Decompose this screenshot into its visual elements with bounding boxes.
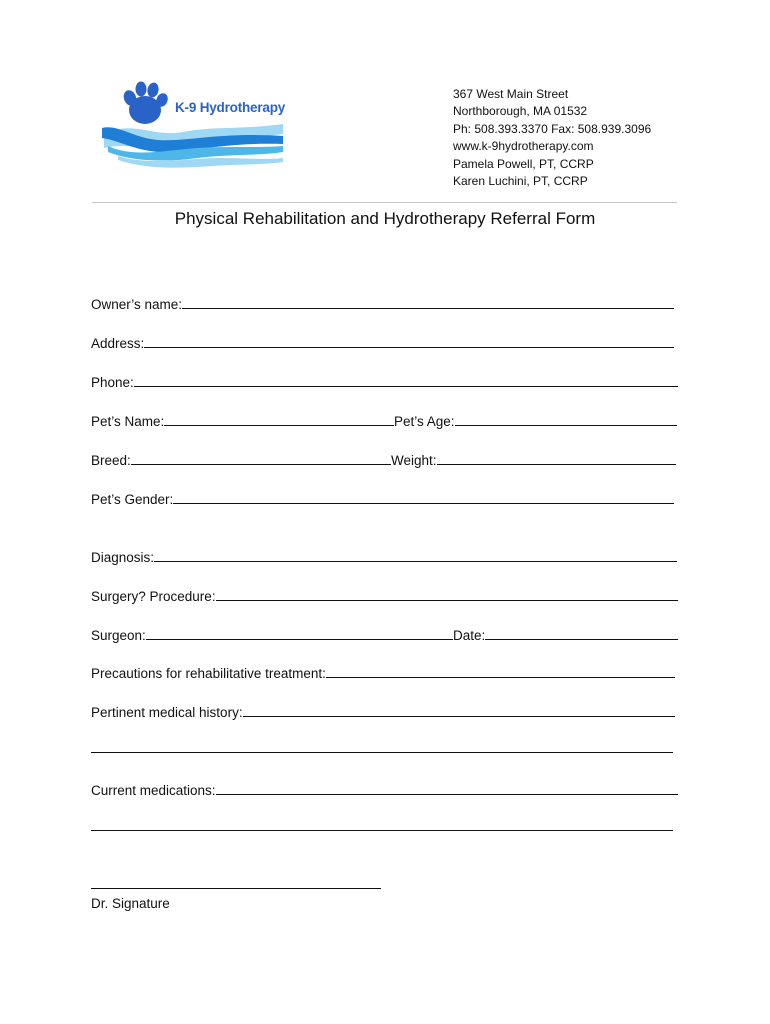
signature-line[interactable] xyxy=(91,888,381,889)
medical-history-line[interactable] xyxy=(243,716,675,717)
date-label: Date: xyxy=(453,628,486,643)
current-medications-field[interactable] xyxy=(91,780,678,798)
weight-line[interactable] xyxy=(437,464,676,465)
address-field[interactable] xyxy=(91,333,674,351)
date-line[interactable] xyxy=(485,639,678,640)
diagnosis-label: Diagnosis: xyxy=(91,550,155,565)
weight-field[interactable] xyxy=(391,450,676,468)
street-address: 367 West Main Street xyxy=(453,87,569,101)
pet-gender-line[interactable] xyxy=(173,503,674,504)
diagnosis-line[interactable] xyxy=(154,561,677,562)
surgery-procedure-line[interactable] xyxy=(216,600,678,601)
breed-line[interactable] xyxy=(131,464,391,465)
medical-history-line-2[interactable] xyxy=(91,752,673,753)
precautions-line[interactable] xyxy=(326,677,675,678)
phone-line[interactable] xyxy=(134,386,678,387)
surgeon-field[interactable] xyxy=(91,625,453,643)
staff-name-2: Karen Luchini, PT, CCRP xyxy=(453,174,588,189)
breed-label: Breed: xyxy=(91,453,131,468)
header-divider xyxy=(92,202,677,203)
phone-field[interactable] xyxy=(91,372,678,390)
owner-name-field[interactable] xyxy=(91,294,674,312)
medical-history-label: Pertinent medical history: xyxy=(91,705,243,720)
current-medications-label: Current medications: xyxy=(91,783,216,798)
owner-name-line[interactable] xyxy=(182,308,674,309)
current-medications-line[interactable] xyxy=(216,794,678,795)
city-state-zip: Northborough, MA 01532 xyxy=(453,104,588,119)
signature-label: Dr. Signature xyxy=(91,896,170,911)
pet-name-line[interactable] xyxy=(164,425,394,426)
weight-label: Weight: xyxy=(391,453,437,468)
diagnosis-field[interactable] xyxy=(91,547,677,565)
address-label: Address: xyxy=(91,336,145,351)
pet-name-field[interactable] xyxy=(91,411,394,429)
surgery-procedure-field[interactable] xyxy=(91,586,678,604)
staff-name-1: Pamela Powell, PT, CCRP xyxy=(453,156,594,171)
surgery-procedure-label: Surgery? Procedure: xyxy=(91,589,216,604)
logo-wordmark: K-9 Hydrotherapy xyxy=(175,100,286,115)
phone-label: Phone: xyxy=(91,375,134,390)
precautions-label: Precautions for rehabilitative treatment: xyxy=(91,666,326,681)
current-medications-line-2[interactable] xyxy=(91,830,673,831)
address-line[interactable] xyxy=(144,347,674,348)
pet-age-field[interactable] xyxy=(394,411,677,429)
phone-fax: Ph: 508.393.3370 Fax: 508.939.3096 xyxy=(453,121,652,136)
website: www.k-9hydrotherapy.com xyxy=(453,139,594,154)
pet-age-line[interactable] xyxy=(455,425,677,426)
pet-name-label: Pet’s Name: xyxy=(91,414,165,429)
breed-field[interactable] xyxy=(91,450,391,468)
contact-block xyxy=(453,86,651,190)
date-field[interactable] xyxy=(453,625,678,643)
surgeon-label: Surgeon: xyxy=(91,628,146,643)
surgeon-line[interactable] xyxy=(146,639,453,640)
precautions-field[interactable] xyxy=(91,663,675,681)
pet-age-label: Pet’s Age: xyxy=(394,414,455,429)
owner-name-label: Owner’s name: xyxy=(91,297,183,312)
pet-gender-field[interactable] xyxy=(91,489,674,507)
medical-history-field[interactable] xyxy=(91,702,675,720)
k9-hydrotherapy-logo xyxy=(98,78,288,178)
pet-gender-label: Pet’s Gender: xyxy=(91,492,174,507)
form-title: Physical Rehabilitation and Hydrotherapy Referral Form xyxy=(174,209,596,228)
paw-wave-logo-icon xyxy=(98,78,288,178)
